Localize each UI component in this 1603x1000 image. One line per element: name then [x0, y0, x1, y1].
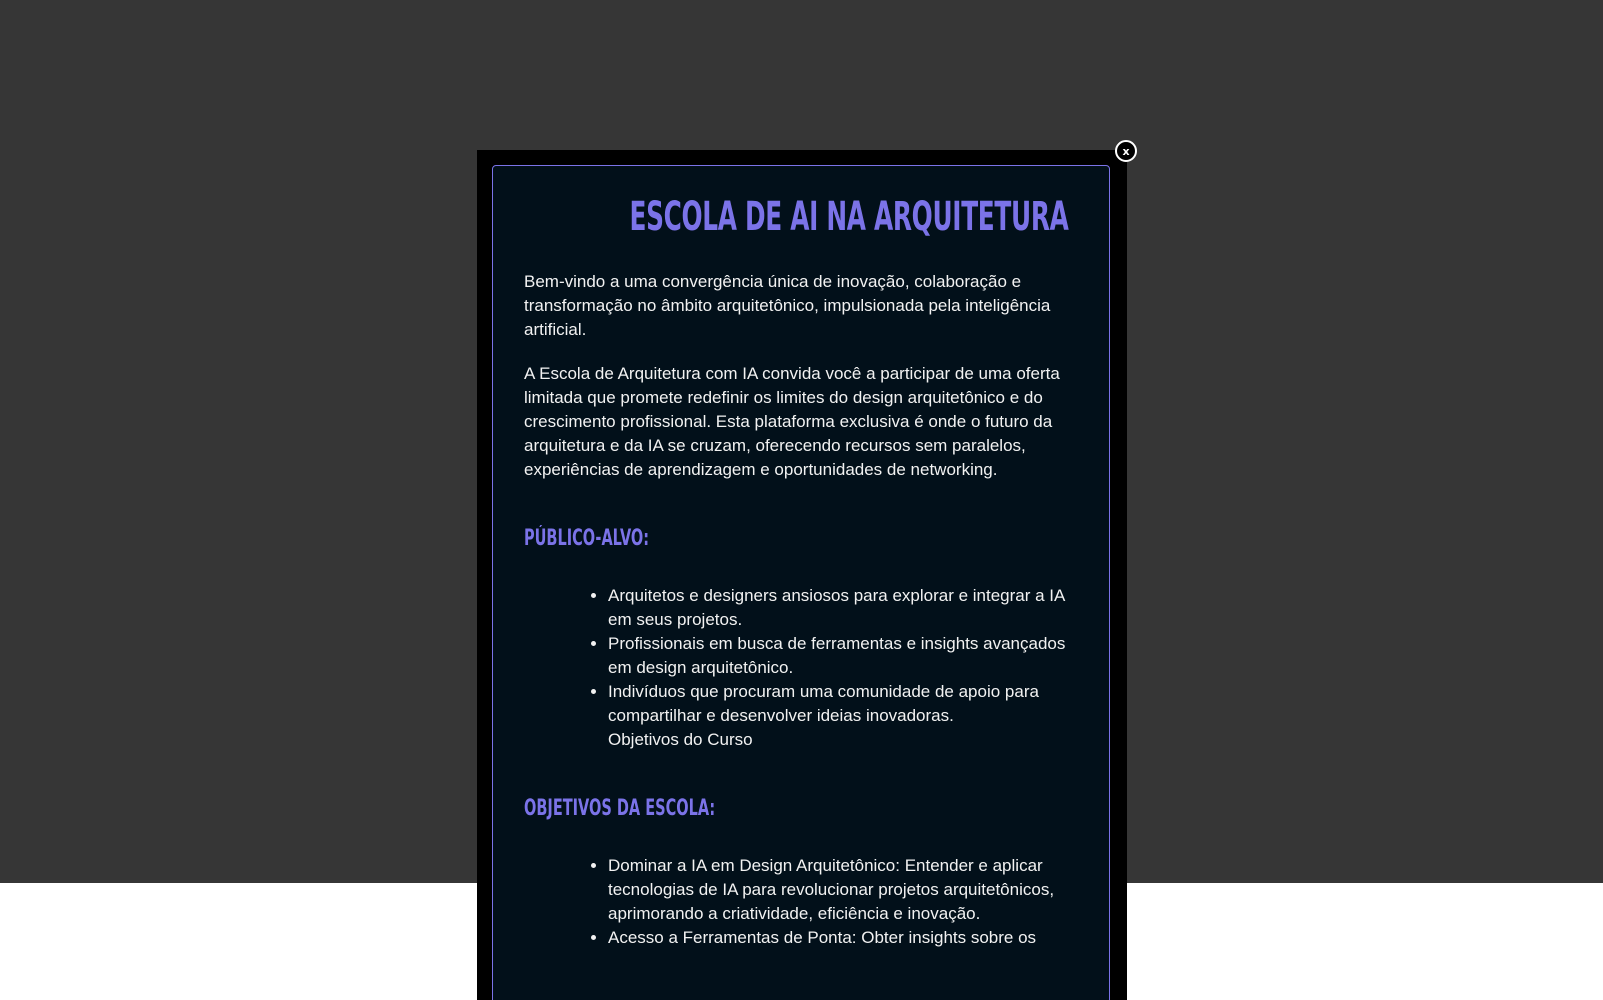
list-item: • Dominar a IA em Design Arquitetônico: Entender e aplicar tecnologias de IA para revolucionar projetos arquitetônicos, aprimorando a criatividade, eficiência e inovação. [608, 854, 1079, 926]
objectives-list [524, 854, 1079, 950]
list-item-trailing-text: Objetivos do Curso [608, 730, 753, 749]
section-heading-audience: PÚBLICO-ALVO: [524, 526, 650, 551]
audience-list [524, 584, 1079, 752]
modal-title: ESCOLA DE AI NA ARQUITETURA [629, 194, 1069, 240]
list-item-text: Indivíduos que procuram uma comunidade de apoio para compartilhar e desenvolver ideias inovadoras. [608, 682, 1039, 725]
list-item: • Acesso a Ferramentas de Ponta: Obter insights sobre os [608, 926, 1079, 950]
modal-dialog [477, 150, 1127, 1000]
intro-paragraph-invitation: A Escola de Arquitetura com IA convida você a participar de uma oferta limitada que promete redefinir os limites do design arquitetônico e do crescimento profissional. Esta plataforma exclusiva é onde o futuro da arquitetura e da IA se cruzam, oferecendo recursos sem paralelos, experiências de aprendizagem e oportunidades de networking. [524, 364, 1060, 479]
modal-content [492, 165, 1110, 1000]
section-heading-objectives: OBJETIVOS DA ESCOLA: [524, 796, 716, 821]
close-button[interactable]: x [1115, 140, 1137, 162]
intro-paragraph-welcome: Bem-vindo a uma convergência única de inovação, colaboração e transformação no âmbito arquitetônico, impulsionada pela inteligência artificial. [524, 272, 1051, 339]
list-item: • Arquitetos e designers ansiosos para explorar e integrar a IA em seus projetos. [608, 584, 1079, 632]
list-item [608, 680, 1079, 752]
list-item: • Profissionais em busca de ferramentas e insights avançados em design arquitetônico. [608, 632, 1079, 680]
